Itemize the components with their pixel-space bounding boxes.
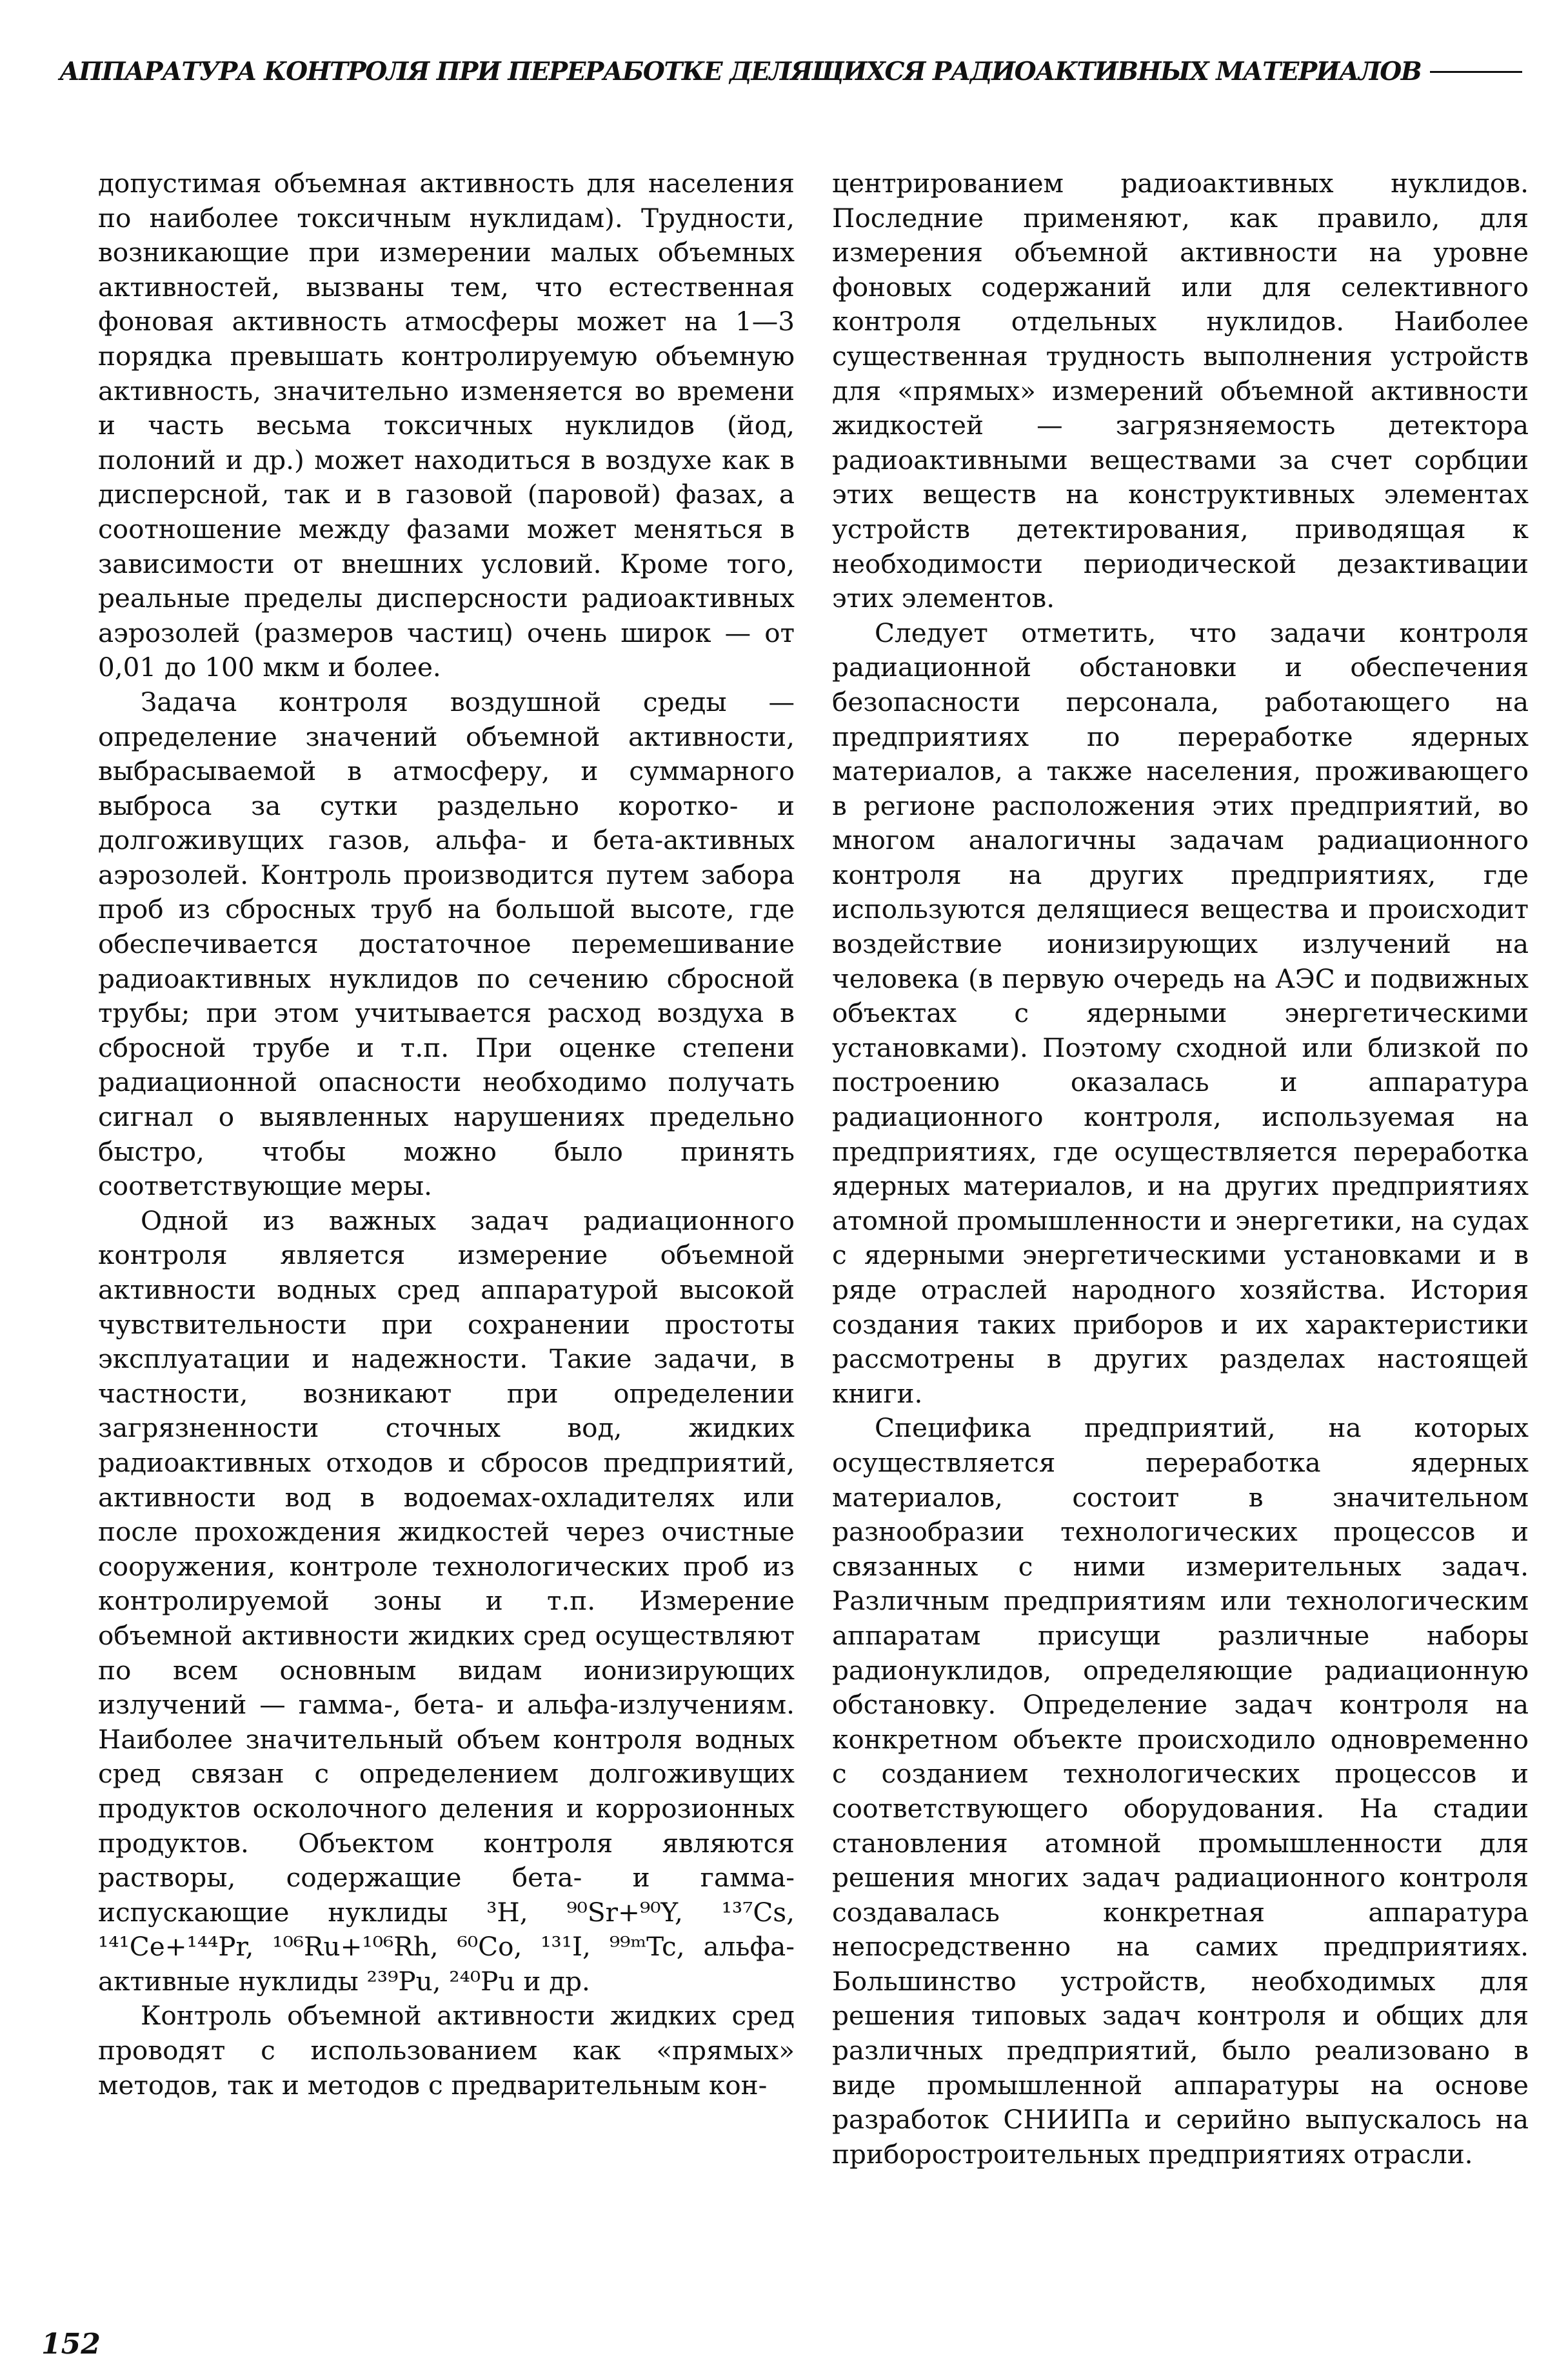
running-head	[59, 49, 1522, 94]
paragraph: допустимая объемная активность для населения по наиболее токсичным нуклидам). Трудности, возникающие при измерении малых объемных активностей, вызваны тем, что естественная фоновая активность атмосферы может на 1—3 порядка превышать контролируемую объемную активность, значительно изменяется во времени и часть весьма токсичных нуклидов (йод, полоний и др.) может находиться в воздухе как в дисперсной, так и в газовой (паровой) фазах, а соотношение между фазами может меняться в зависимости от внешних условий. Кроме того, реальные пределы дисперсности радиоактивных аэрозолей (размеров частиц) очень широк — от 0,01 до 100 мкм и более.	[98, 168, 795, 683]
paragraph: Одной из важных задач радиационного контроля является измерение объемной активности водных сред аппаратурой высокой чувствительности при сохранении простоты эксплуатации и надежности. Такие задачи, в частности, возникают при определении загрязненности сточных вод, жидких радиоактивных отходов и сбросов предприятий, активности вод в водоемах-охладителях или после прохождения жидкостей через очистные сооружения, контроле технологических проб из контролируемой зоны и т.п. Измерение объемной активности жидких сред осуществляют по всем основным видам ионизирующих излучений — гамма-, бета- и альфа-излучениям. Наиболее значительный объем контроля водных сред связан с определением долгоживущих продуктов осколочного деления и коррозионных продуктов. Объектом контроля являются растворы, содержащие бета- и гамма-испускающие нуклиды ³H, ⁹⁰Sr+⁹⁰Y, ¹³⁷Cs, ¹⁴¹Ce+¹⁴⁴Pr, ¹⁰⁶Ru+¹⁰⁶Rh, ⁶⁰Co, ¹³¹I, ⁹⁹ᵐTc, альфа-активные нуклиды ²³⁹Pu, ²⁴⁰Pu и др.	[98, 1205, 795, 1997]
running-head-title: АППАРАТУРА КОНТРОЛЯ ПРИ ПЕРЕРАБОТКЕ ДЕЛЯЩИХСЯ РАДИОАКТИВНЫХ МАТЕРИАЛОВ	[59, 57, 1422, 86]
paragraph: Контроль объемной активности жидких сред проводят с использованием как «прямых» методов, так и методов с предварительным кон-	[98, 2000, 795, 2101]
running-head-rule	[1430, 71, 1522, 73]
paragraph: центрированием радиоактивных нуклидов. Последние применяют, как правило, для измерения объемной активности на уровне фоновых содержаний или для селективного контроля отдельных нуклидов. Наиболее существенная трудность выполнения устройств для «прямых» измерений объемной активности жидкостей — загрязняемость детектора радиоактивными веществами за счет сорбции этих веществ на конструктивных элементах устройств детектирования, приводящая к необходимости периодической дезактивации этих элементов.	[832, 168, 1529, 614]
left-column	[98, 166, 795, 2295]
paragraph: Задача контроля воздушной среды — определение значений объемной активности, выбрасываемой в атмосферу, и суммарного выброса за сутки раздельно коротко- и долгоживущих газов, альфа- и бета-активных аэрозолей. Контроль производится путем забора проб из сбросных труб на большой высоте, где обеспечивается достаточное перемешивание радиоактивных нуклидов по сечению сбросной трубы; при этом учитывается расход воздуха в сбросной трубе и т.п. При оценке степени радиационной опасности необходимо получать сигнал о выявленных нарушениях предельно быстро, чтобы можно было принять соответствующие меры.	[98, 686, 795, 1202]
right-column	[832, 166, 1529, 2295]
paragraph: Следует отметить, что задачи контроля радиационной обстановки и обеспечения безопасности персонала, работающего на предприятиях по переработке ядерных материалов, а также населения, проживающего в регионе расположения этих предприятий, во многом аналогичны задачам радиационного контроля на других предприятиях, где используются делящиеся вещества и происходит воздействие ионизирующих излучений на человека (в первую очередь на АЭС и подвижных объектах с ядерными энергетическими установками). Поэтому сходной или близкой по построению оказалась и аппаратура радиационного контроля, используемая на предприятиях, где осуществляется переработка ядерных материалов, и на других предприятиях атомной промышленности и энергетики, на судах с ядерными энергетическими установками и в ряде отраслей народного хозяйства. История создания таких приборов и их характеристики рассмотрены в других разделах настоящей книги.	[832, 617, 1529, 1409]
page-number: 152	[41, 2328, 101, 2361]
paragraph: Специфика предприятий, на которых осуществляется переработка ядерных материалов, состоит в значительном разнообразии технологических процессов и связанных с ними измерительных задач. Различным предприятиям или технологическим аппаратам присущи различные наборы радионуклидов, определяющие радиационную обстановку. Определение задач контроля на конкретном объекте происходило одновременно с созданием технологических процессов и соответствующего оборудования. На стадии становления атомной промышленности для решения многих задач радиационного контроля создавалась конкретная аппаратура непосредственно на самих предприятиях. Большинство устройств, необходимых для решения типовых задач контроля и общих для различных предприятий, было реализовано в виде промышленной аппаратуры на основе разработок СНИИПа и серийно выпускалось на приборостроительных предприятиях отрасли.	[832, 1412, 1529, 2170]
